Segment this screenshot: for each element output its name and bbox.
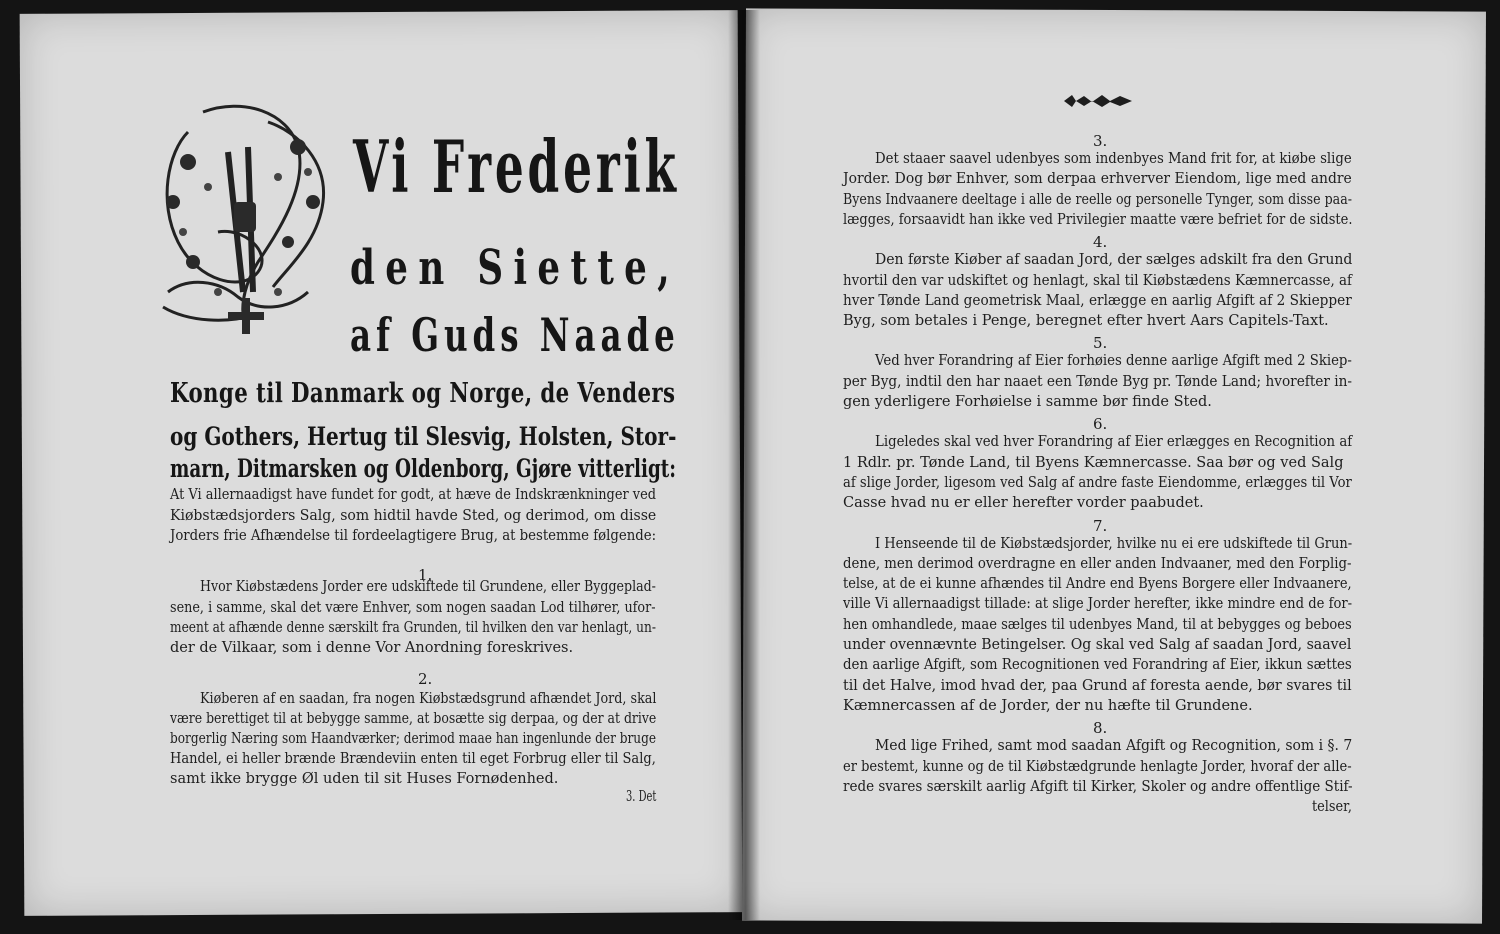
section-line: dene, men derimod overdragne en eller anden Indvaaner, med den Forplig- [843,555,1352,572]
section-number: 2. [418,670,433,688]
section-line: meent at afhænde denne særskilt fra Grunden, til hvilken den var henlagt, un- [170,620,656,636]
title-line-2: den Siette, [350,240,681,296]
book-gutter [728,10,760,920]
section-line: ville Vi allernaadigst tillade: at slige Jorder herefter, ikke mindre end de for- [843,596,1353,613]
header-ornament [1062,93,1134,109]
section-line: Kiøberen af en saadan, fra nogen Kiøbstædsgrund afhændet Jord, skal [200,691,657,707]
section-line: Med lige Frihed, samt mod saadan Afgift og Recognition, som i §. 7 [875,738,1353,755]
section-line: Den første Kiøber af saadan Jord, der sælges adskilt fra den Grund [875,252,1353,269]
heading-line-1: Konge til Danmark og Norge, de Venders [170,378,676,409]
heading-line-3: marn, Ditmarsken og Oldenborg, Gjøre vitterligt: [170,454,677,483]
section-line: til det Halve, imod hvad der, paa Grund af foresta aende, bør svares til [843,677,1352,694]
catchword: 3. Det [626,789,657,805]
intro-line: At Vi allernaadigst have fundet for godt, at hæve de Indskrænkninger ved [170,487,657,503]
section-number: 3. [1093,132,1108,150]
section-line: gen yderligere Forhøielse i samme bør finde Sted. [843,394,1212,410]
section-line: telse, at de ei kunne afhændes til Andre end Byens Borgere eller Indvaanere, [843,576,1352,593]
section-number: 8. [1093,719,1108,738]
section-line: Byens Indvaanere deeltage i alle de reelle og personelle Tynger, som disse paa- [843,191,1352,208]
section-line: af slige Jorder, ligesom ved Salg af andre faste Eiendomme, erlægges til Vor [843,474,1352,491]
section-line: 1 Rdlr. pr. Tønde Land, til Byens Kæmnercasse. Saa bør og ved Salg [843,454,1344,471]
section-number: 4. [1093,233,1108,252]
section-line: per Byg, indtil den har naaet een Tønde Byg pr. Tønde Land; hvorefter in- [843,373,1353,390]
section-line: er bestemt, kunne og de til Kiøbstædgrunde henlagte Jorder, hvoraf der alle- [843,758,1352,775]
title-line-3: af Guds Naade [350,308,680,362]
section-line: borgerlig Næring som Haandværker; derimod maae han ingenlunde der bruge [170,731,657,747]
section-line: Casse hvad nu er eller herefter vorder paabudet. [843,495,1204,512]
section-line: telser, [1312,799,1353,816]
section-line: sene, i samme, skal det være Enhver, som nogen saadan Lod tilhører, ufor- [170,600,656,616]
section-line: I Henseende til de Kiøbstædsjorder, hvilke nu ei ere udskiftede til Grun- [875,535,1353,552]
heading-line-2: og Gothers, Hertug til Slesvig, Holsten, Stor- [170,422,677,451]
section-line: Ved hver Forandring af Eier forhøies denne aarlige Afgift med 2 Skiep- [875,353,1352,370]
section-line: rede svares særskilt aarlig Afgift til Kirker, Skoler og andre offentlige Stif- [843,778,1353,795]
intro-line: Jorders frie Afhændelse til fordeelagtigere Brug, at bestemme følgende: [170,528,657,544]
intro-line: Kiøbstædsjorders Salg, som hidtil havde Sted, og derimod, om disse [170,508,657,524]
section-line: hvortil den var udskiftet og henlagt, skal til Kiøbstædens Kæmnercasse, af [843,272,1352,289]
section-number: 1. [418,566,433,584]
section-line: Det staaer saavel udenbyes som indenbyes Mand frit for, at kiøbe slige [875,151,1352,167]
section-number: 7. [1093,516,1108,535]
section-line: Byg, som betales i Penge, beregnet efter hvert Aars Capitels-Taxt. [843,313,1329,330]
title-line-1: Vi Frederik [353,124,680,209]
section-line: Ligeledes skal ved hver Forandring af Eier erlægges en Recognition af [875,434,1353,451]
section-line: Hvor Kiøbstædens Jorder ere udskiftede til Grundene, eller Byggeplad- [200,579,656,595]
section-line: den aarlige Afgift, som Recognitionen ved Forandring af Eier, ikkun sættes [843,657,1352,674]
section-number: 5. [1093,334,1108,353]
section-line: Handel, ei heller brænde Brændeviin enten til eget Forbrug eller til Salg, [170,751,656,767]
section-line: hver Tønde Land geometrisk Maal, erlægge en aarlig Afgift af 2 Skiepper [843,292,1352,309]
section-line: samt ikke brygge Øl uden til sit Huses Fornødenhed. [170,771,559,787]
section-line: Jorder. Dog bør Enhver, som derpaa erhverver Eiendom, lige med andre [843,171,1352,188]
section-line: der de Vilkaar, som i denne Vor Anordning foreskrives. [170,640,574,656]
section-line: hen omhandlede, maae sælges til udenbyes Mand, til at bebygges og beboes [843,616,1352,633]
section-number: 6. [1093,415,1108,434]
section-line: være berettiget til at bebygge samme, at bosætte sig derpaa, og der at drive [170,711,657,727]
section-line: under ovennævnte Betingelser. Og skal ved Salg af saadan Jord, saavel [843,637,1352,653]
section-line: Kæmnercassen af de Jorder, der nu hæfte til Grundene. [843,697,1253,714]
section-line: lægges, forsaavidt han ikke ved Privilegier maatte være befriet for de sidste. [843,211,1353,228]
decorated-initial-ornament [148,92,343,350]
